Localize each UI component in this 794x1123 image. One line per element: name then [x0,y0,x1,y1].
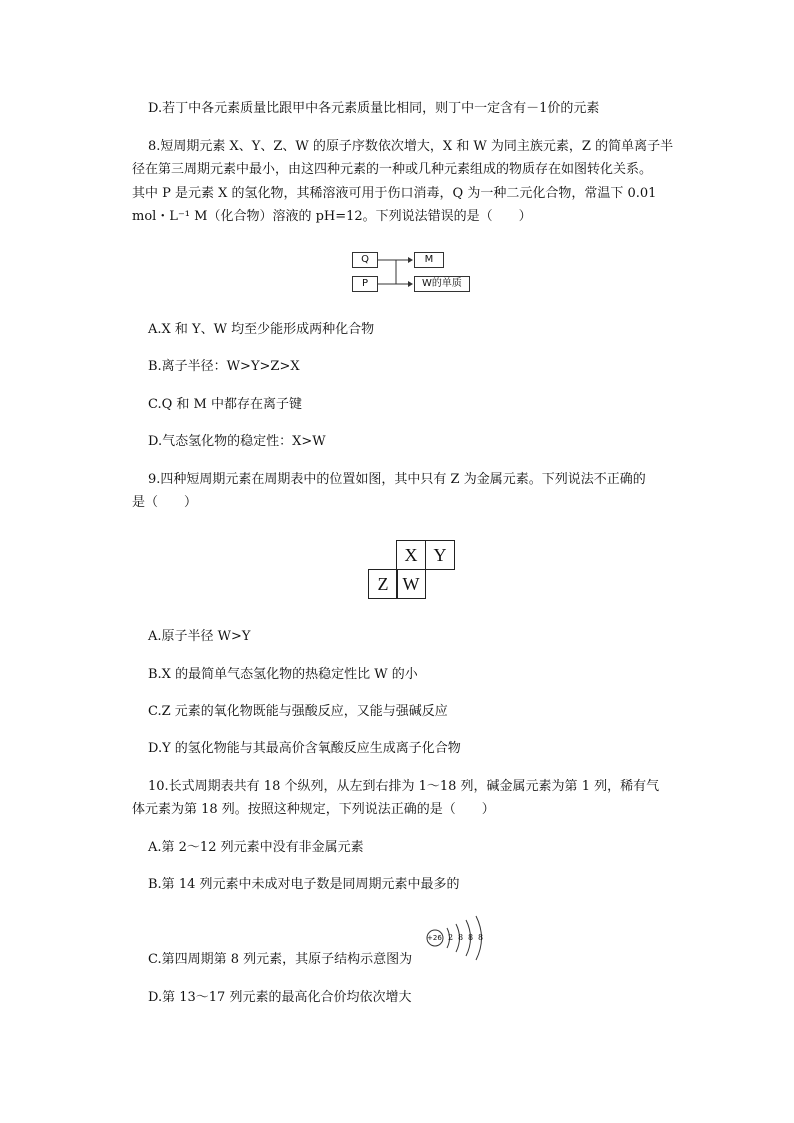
q10-stem-line1: 10.长式周期表共有 18 个纵列，从左到右排为 1～18 列，碱金属元素为第 1 列，稀有气 [148,779,660,794]
box-q: Q [352,252,378,268]
cell-y: Y [425,540,455,570]
q8-stem-line2: 径在第三周期元素中最小，由这四种元素的一种或几种元素组成的物质存在如图转化关系。 [132,162,653,177]
box-m: M [414,252,444,268]
q10-option-a: A.第 2～12 列元素中没有非金属元素 [148,840,364,855]
shell-1-count: 2 [448,933,454,942]
box-w-element: W的单质 [414,276,470,292]
cell-w: W [396,569,426,599]
q8-stem-line1: 8.短周期元素 X、Y、Z、W 的原子序数依次增大，X 和 W 为同主族元素，Z 的简单离子半 [148,139,674,154]
conversion-diagram [352,252,472,294]
q9-stem-line1: 9.四种短周期元素在周期表中的位置如图，其中只有 Z 为金属元素。下列说法不正确的 [148,472,646,487]
q10-option-c: C.第四周期第 8 列元素，其原子结构示意图为 [148,952,413,967]
box-p: P [352,276,378,292]
q9-option-b: B.X 的最简单气态氢化物的热稳定性比 W 的小 [148,667,418,682]
q9-option-c: C.Z 元素的氧化物既能与强酸反应，又能与强碱反应 [148,704,448,719]
q8-option-a: A.X 和 Y、W 均至少能形成两种化合物 [148,322,375,337]
q8-stem-line3: 其中 P 是元素 X 的氢化物，其稀溶液可用于伤口消毒，Q 为一种二元化合物，常温下 0.01 [132,186,657,201]
q10-option-b: B.第 14 列元素中未成对电子数是同周期元素中最多的 [148,877,460,892]
q8-stem-line4: mol・L⁻¹ M（化合物）溶液的 pH=12。下列说法错误的是（ ） [132,209,532,224]
q9-option-d: D.Y 的氢化物能与其最高价含氧酸反应生成离子化合物 [148,741,461,756]
shell-2-count: 8 [458,933,464,942]
nucleus-charge: +26 [427,934,442,942]
q9-stem-line2: 是（ ） [132,495,198,510]
shell-3-count: 8 [468,933,474,942]
cell-x: X [396,540,426,570]
q9-option-a: A.原子半径 W>Y [148,629,251,644]
q10-stem-line2: 体元素为第 18 列。按照这种规定，下列说法正确的是（ ） [132,802,495,817]
shell-4-count: 8 [478,933,484,942]
q8-option-c: C.Q 和 M 中都存在离子键 [148,397,302,412]
q8-option-b: B.离子半径：W>Y>Z>X [148,359,300,374]
periodic-table-fragment [368,540,458,600]
q8-option-d: D.气态氢化物的稳定性：X>W [148,434,326,449]
atomic-structure-diagram [426,914,492,964]
q10-option-d: D.第 13～17 列元素的最高化合价均依次增大 [148,990,412,1005]
q7-option-d: D.若丁中各元素质量比跟甲中各元素质量比相同，则丁中一定含有－1价的元素 [148,101,600,116]
cell-z: Z [368,569,398,599]
